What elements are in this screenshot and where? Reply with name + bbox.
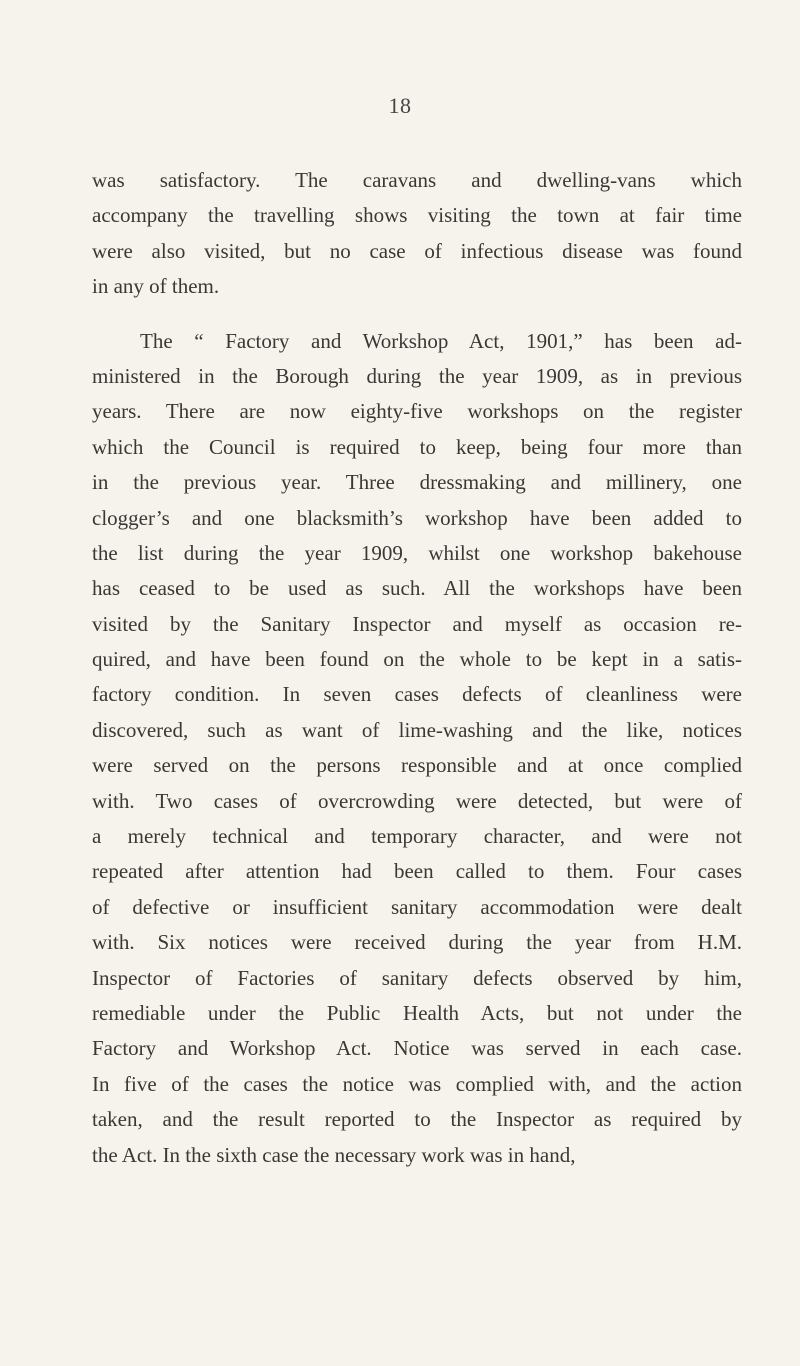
text-line: taken, and the result reported to the Inspector as required by <box>92 1107 742 1132</box>
text-line: repeated after attention had been called to them. Four cases <box>92 859 742 884</box>
text-line: The “ Factory and Workshop Act, 1901,” has been ad- <box>140 328 742 353</box>
text-line: with. Two cases of overcrowding were detected, but were of <box>92 788 742 813</box>
text-line: which the Council is required to keep, being four more than <box>92 434 742 459</box>
text-line: ministered in the Borough during the year 1909, as in previous <box>92 363 742 388</box>
text-line: a merely technical and temporary character, and were not <box>92 824 742 849</box>
text-line: was satisfactory. The caravans and dwelling-vans which <box>92 168 742 192</box>
text-line: in any of them. <box>92 274 220 299</box>
text-line: were also visited, but no case of infectious disease was found <box>92 238 742 263</box>
text-line: years. There are now eighty-five workshops on the register <box>92 399 742 424</box>
text-line: the Act. In the sixth case the necessary work was in hand, <box>92 1142 576 1167</box>
text-line: were served on the persons responsible and at once complied <box>92 753 742 778</box>
text-line: has ceased to be used as such. All the workshops have been <box>92 576 742 601</box>
text-line: quired, and have been found on the whole to be kept in a satis- <box>92 647 742 672</box>
text-line: Inspector of Factories of sanitary defects observed by him, <box>92 965 742 990</box>
page-number: 18 <box>388 93 412 118</box>
text-line: accompany the travelling shows visiting the town at fair time <box>92 203 742 228</box>
text-line: visited by the Sanitary Inspector and myself as occasion re- <box>92 611 742 636</box>
text-line: In five of the cases the notice was complied with, and the action <box>92 1071 742 1096</box>
text-line: factory condition. In seven cases defects of cleanliness were <box>92 682 742 707</box>
text-line: of defective or insufficient sanitary accommodation were dealt <box>92 894 742 919</box>
text-line: Factory and Workshop Act. Notice was served in each case. <box>92 1036 742 1061</box>
paragraph-1 <box>92 163 742 305</box>
text-line: clogger’s and one blacksmith’s workshop have been added to <box>92 505 742 530</box>
text-line: the list during the year 1909, whilst one workshop bakehouse <box>92 540 742 565</box>
text-line: remediable under the Public Health Acts, but not under the <box>92 1000 742 1025</box>
text-line: discovered, such as want of lime-washing and the like, notices <box>92 717 742 742</box>
text-line: in the previous year. Three dressmaking and millinery, one <box>92 470 742 495</box>
paragraph-2 <box>92 324 742 1173</box>
paragraph-gap <box>92 305 742 324</box>
text-line: with. Six notices were received during the year from H.M. <box>92 930 742 955</box>
body-text <box>92 163 742 1173</box>
